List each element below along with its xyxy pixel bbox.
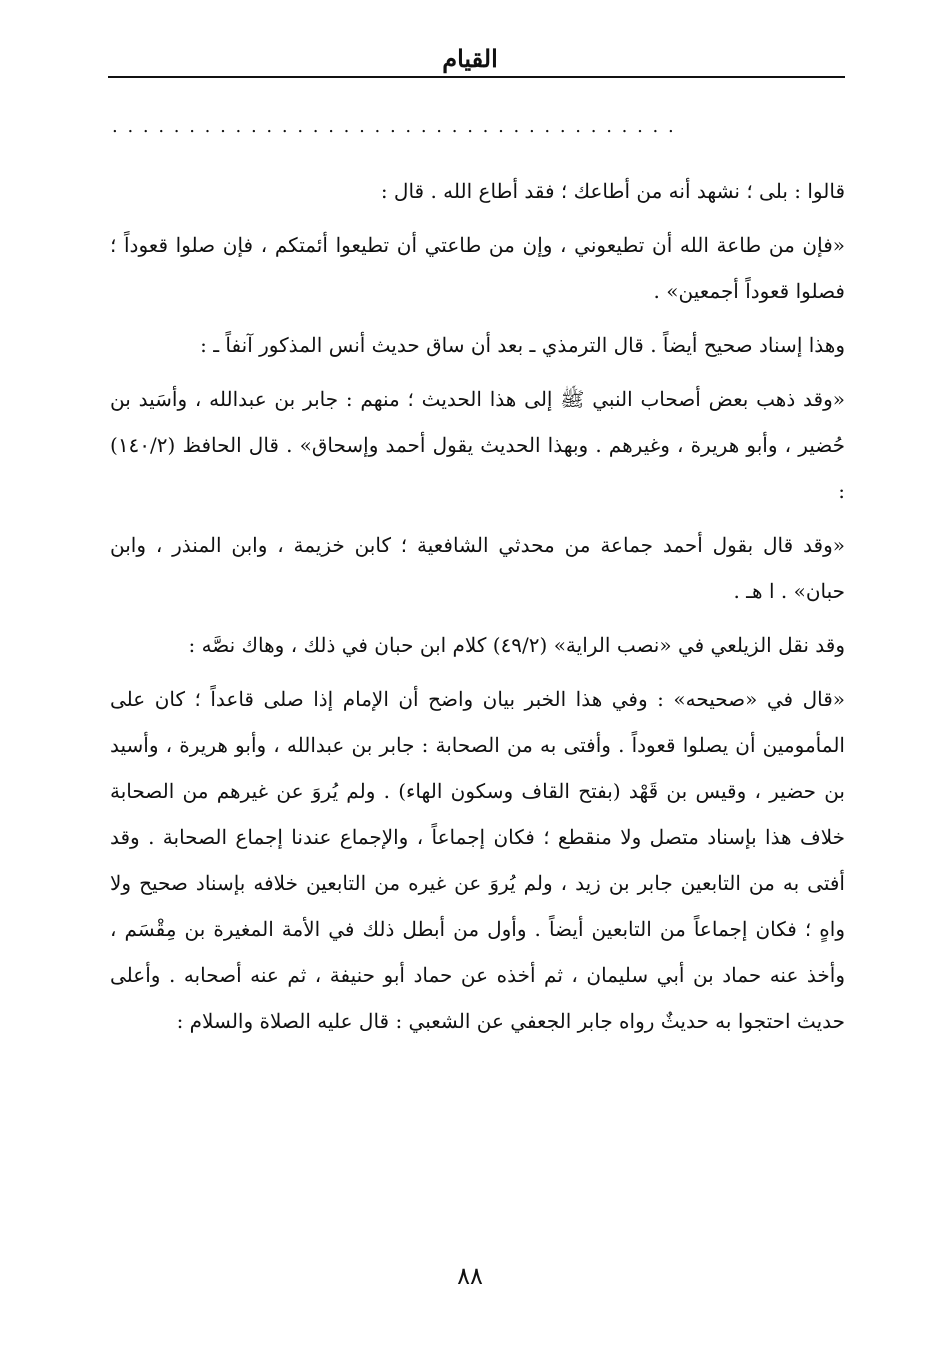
running-header-title: القيام [442,44,498,73]
paragraph: «فإن من طاعة الله أن تطيعوني ، وإن من طاعتي أن تطيعوا أئمتكم ، فإن صلوا قعوداً ؛ فصلوا قعوداً أجمعين» . [110,233,845,303]
header-rule [108,76,845,78]
paragraph: «وقد ذهب بعض أصحاب النبي ﷺ إلى هذا الحديث ؛ منهم : جابر بن عبدالله ، وأسَيد بن حُضير ، وأبو هريرة ، وغيرهم . وبهذا الحديث يقول أحمد وإسحاق» . قال الحافظ (١٤٠/٢) : [110,387,845,503]
paragraph: «قال في «صحيحه» : وفي هذا الخبر بيان واضح أن الإمام إذا صلى قاعداً ؛ كان على المأمومين أن يصلوا قعوداً . وأفتى به من الصحابة : جابر بن عبدالله ، وأبو هريرة ، وأسيد بن حضير ، وقيس بن قَهْد (بفتح القاف وسكون الهاء) . ولم يُروَ عن غيرهم من الصحابة خلاف هذا بإسناد متصل ولا منقطع ؛ فكان إجماعاً ، والإجماع عندنا إجماع الصحابة . وقد أفتى به من التابعين جابر بن زيد ، ولم يُروَ عن غيره من التابعين خلافه بإسناد صحيح ولا واهٍ ؛ فكان إجماعاً من التابعين أيضاً . وأول من أبطل ذلك في الأمة المغيرة بن مِقْسَم ، وأخذ عنه حماد بن أبي سليمان ، ثم أخذه عن حماد أبو حنيفة ، ثم عنه أصحابه . وأعلى حديث احتجوا به حديثٌ رواه جابر الجعفي عن الشعبي : قال عليه الصلاة والسلام : [110,687,845,1033]
dotted-separator: . . . . . . . . . . . . . . . . . . . . . . . . . . . . . . . . . . . . . [112,116,676,136]
body-text [110,168,845,1052]
paragraph: وقد نقل الزيلعي في «نصب الراية» (٤٩/٢) كلام ابن حبان في ذلك ، وهاك نصَّه : [188,633,845,657]
paragraph: قالوا : بلى ؛ نشهد أنه من أطاعك ؛ فقد أطاع الله . قال : [380,179,845,203]
page-number: ٨٨ [457,1262,483,1290]
paragraph: «وقد قال بقول أحمد جماعة من محدثي الشافعية ؛ كابن خزيمة ، وابن المنذر ، وابن حبان» . ا هـ . [110,533,845,603]
paragraph: وهذا إسناد صحيح أيضاً . قال الترمذي ـ بعد أن ساق حديث أنس المذكور آنفاً ـ : [200,333,845,357]
